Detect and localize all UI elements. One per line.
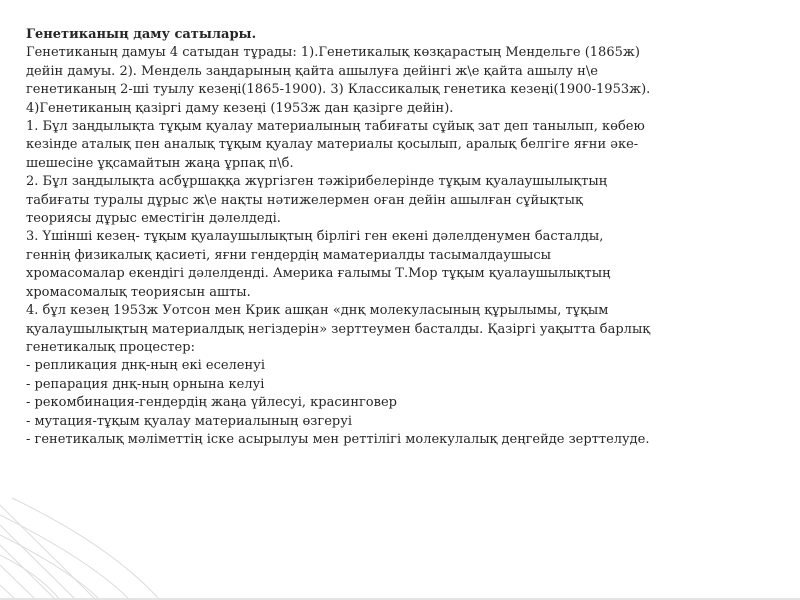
text-line: 4. бұл кезең 1953ж Уотсон мен Крик ашқан «днқ молекуласының құрылымы, тұқым bbox=[26, 303, 609, 319]
text-line: кезінде аталық пен аналық тұқым қуалау материалы қосылып, аралық белгіге яғни әке- bbox=[26, 137, 639, 153]
list-item: - рекомбинация-гендердің жаңа үйлесуі, красинговер bbox=[26, 395, 397, 411]
text-line: генетикалық процестер: bbox=[26, 339, 195, 355]
text-line: хромасомалар екендігі дәлелденді. Америка ғалымы Т.Мор тұқым қуалаушылықтың bbox=[26, 266, 611, 282]
text-line: теориясы дұрыс еместігін дәлелдеді. bbox=[26, 211, 281, 227]
text-line: 4)Генетиканың қазіргі даму кезеңі (1953ж дан қазірге дейін). bbox=[26, 100, 454, 116]
list-item: - репликация днқ-ның екі еселенуі bbox=[26, 358, 265, 374]
text-line: 3. Үшінші кезең- тұқым қуалаушылықтың бірлігі ген екені дәлелденумен басталды, bbox=[26, 229, 604, 245]
text-line: 2. Бұл заңдылықта асбұршаққа жүргізген тәжірибелерінде тұқым қуалаушылықтың bbox=[26, 174, 608, 190]
list-item: - мутация-тұқым қуалау материалының өзгеруі bbox=[26, 413, 353, 429]
text-line: хромасомалық теориясын ашты. bbox=[26, 284, 251, 300]
text-line: қуалаушылықтың материалдық негіздерін» зерттеумен басталды. Қазіргі уақытта барлық bbox=[26, 321, 651, 337]
slide-title: Генетиканың даму сатылары. bbox=[26, 27, 257, 42]
text-line: генетиканың 2-ші туылу кезеңі(1865-1900). 3) Классикалық генетика кезеңі(1900-1953ж). bbox=[26, 82, 651, 98]
list-item: - генетикалық мәліметтің іске асырылуы мен реттілігі молекулалық деңгейде зерттелуде. bbox=[26, 431, 650, 447]
text-line: шешесіне ұқсамайтын жаңа ұрпақ п\б. bbox=[26, 155, 294, 171]
text-line: табиғаты туралы дұрыс ж\е нақты нәтижелермен оған дейін ашылған сұйықтық bbox=[26, 192, 583, 208]
text-line: дейін дамуы. 2). Мендель заңдарының қайта ашылуға дейінгі ж\е қайта ашылу н\е bbox=[26, 63, 598, 79]
text-line: Генетиканың дамуы 4 сатыдан тұрады: 1).Генетикалық көзқарастың Мендельге (1865ж) bbox=[26, 45, 640, 61]
slide-body bbox=[26, 26, 786, 449]
list-item: - репарация днқ-ның орнына келуі bbox=[26, 376, 265, 392]
text-line: 1. Бұл заңдылықта тұқым қуалау материалының табиғаты сұйық зат деп танылып, көбею bbox=[26, 119, 645, 135]
text-line: геннің физикалық қасиеті, яғни гендердің маматериалды тасымалдаушысы bbox=[26, 247, 551, 263]
